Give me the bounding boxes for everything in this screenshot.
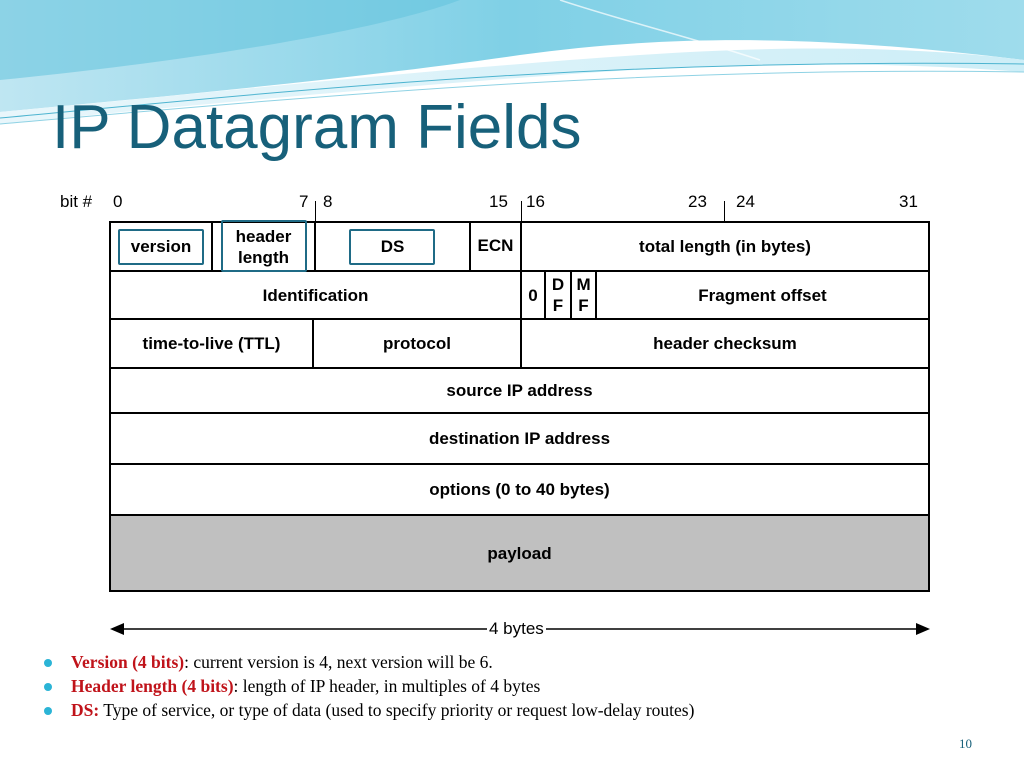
field-ttl-label: time-to-live (TTL) — [142, 334, 281, 353]
bullet-term: Version (4 bits): current version is 4, next version will be 6. — [71, 652, 493, 672]
bit-mark-31: 31 — [899, 192, 918, 211]
bullet-term: DS: Type of service, or type of data (used to specify priority or request low-delay routes) — [71, 700, 695, 720]
bit-mark-16: 16 — [526, 192, 545, 211]
field-header-length-label: header length — [235, 226, 292, 267]
bit-ruler-label: bit # — [60, 192, 93, 211]
bullet-text: Type of service, or type of data (used to specify priority or request low-delay routes) — [99, 700, 695, 720]
field-header-checksum-label: header checksum — [653, 334, 797, 353]
arrow-left-head — [110, 623, 124, 635]
field-version-label: version — [130, 237, 192, 256]
bit-mark-15: 15 — [489, 192, 508, 211]
bit-mark-8: 8 — [323, 192, 333, 211]
field-flag-df-label: D F — [551, 275, 565, 315]
bullet-dot-icon — [44, 707, 52, 715]
bullet-text: : current version is 4, next version will be 6. — [184, 652, 493, 672]
field-payload-label: payload — [487, 543, 552, 563]
field-source-ip-label: source IP address — [446, 381, 593, 400]
slide-title: IP Datagram Fields — [52, 93, 582, 162]
field-options-label: options (0 to 40 bytes) — [429, 480, 610, 499]
bit-mark-7: 7 — [299, 192, 309, 211]
field-destination-ip-label: destination IP address — [428, 429, 611, 448]
bullet-dot-icon — [44, 683, 52, 691]
width-label: 4 bytes — [489, 619, 544, 638]
bit-mark-23: 23 — [688, 192, 707, 211]
bullet-term: Header length (4 bits): length of IP header, in multiples of 4 bytes — [71, 676, 541, 696]
field-fragment-offset-label: Fragment offset — [698, 285, 827, 305]
field-total-length-label: total length (in bytes) — [639, 237, 811, 256]
bullet-text: : length of IP header, in multiples of 4 bytes — [233, 676, 541, 696]
field-identification-label: Identification — [262, 285, 369, 305]
page-number: 10 — [959, 736, 972, 751]
bit-mark-0: 0 — [113, 192, 123, 211]
arrow-right-head — [916, 623, 930, 635]
field-ecn-label: ECN — [477, 236, 514, 255]
bullet-dot-icon — [44, 659, 52, 667]
field-flag-mf-label: M F — [576, 275, 591, 315]
field-protocol-label: protocol — [383, 334, 451, 353]
field-flag-zero-label: 0 — [528, 285, 538, 305]
field-ds-label: DS — [380, 237, 405, 256]
bit-mark-24: 24 — [736, 192, 755, 211]
